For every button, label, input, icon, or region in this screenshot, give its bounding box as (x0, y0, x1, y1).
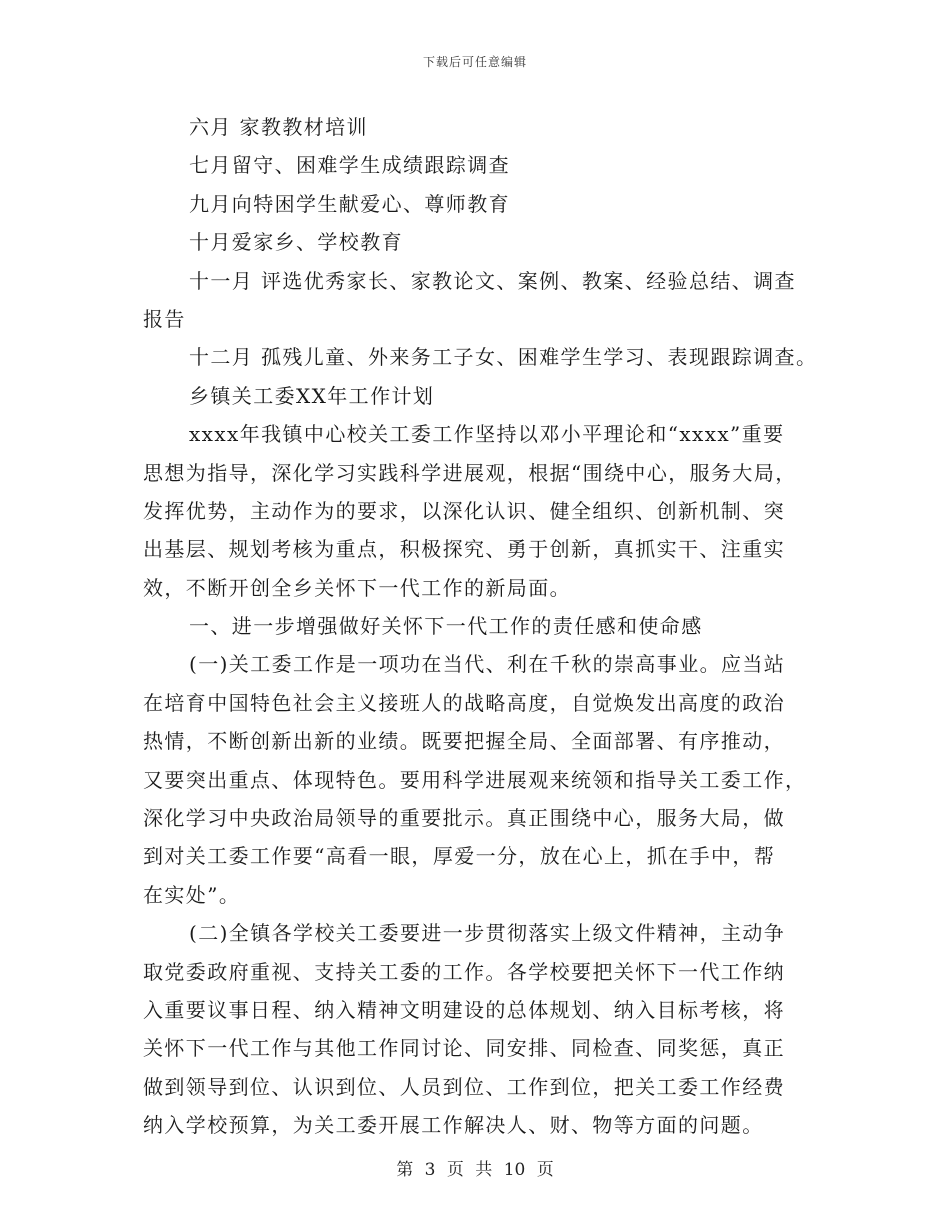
page-footer: 第 3 页 共 10 页 (396, 1160, 554, 1180)
text-line: 效，不断开创全乡关怀下一代工作的新局面。 (143, 575, 571, 600)
text-line: 十月爱家乡、学校教育 (189, 230, 403, 255)
text-line: 到对关工委工作要“高看一眼，厚爱一分，放在心上，抓在手中，帮 (143, 844, 776, 869)
text-line: 纳入学校预算，为关工委开展工作解决人、财、物等方面的问题。 (143, 1113, 764, 1138)
text-line: 深化学习中央政治局领导的重要批示。真正围绕中心，服务大局，做 (143, 806, 785, 831)
text-line: 乡镇关工委XX年工作计划 (189, 383, 435, 408)
text-line: 出基层、规划考核为重点，积极探究、勇于创新，真抓实干、注重实 (143, 537, 785, 562)
text-line: 又要突出重点、体现特色。要用科学进展观来统领和指导关工委工作， (143, 767, 807, 792)
page-header: 下载后可任意编辑 (422, 55, 527, 69)
text-line: 七月留守、困难学生成绩跟踪调查 (189, 153, 510, 178)
text-line: 十一月 评选优秀家长、家教论文、案例、教案、经验总结、调查 (189, 268, 796, 293)
text-line: 取党委政府重视、支持关工委的工作。各学校要把关怀下一代工作纳 (143, 959, 785, 984)
text-line: (一)关工委工作是一项功在当代、利在千秋的崇高事业。应当站 (189, 652, 786, 677)
text-line: 关怀下一代工作与其他工作同讨论、同安排、同检查、同奖惩，真正 (143, 1036, 785, 1061)
text-line: 报告 (143, 306, 186, 331)
text-line: 一、进一步增强做好关怀下一代工作的责任感和使命感 (189, 614, 703, 639)
text-line: 九月向特困学生献爱心、尊师教育 (189, 191, 510, 216)
text-line: 六月 家教教材培训 (189, 115, 368, 139)
text-line: 入重要议事日程、纳入精神文明建设的总体规划、纳入目标考核，将 (143, 997, 785, 1022)
text-line: 在培育中国特色社会主义接班人的战略高度，自觉焕发出高度的政治 (143, 690, 785, 715)
text-line: (二)全镇各学校关工委要进一步贯彻落实上级文件精神，主动争 (189, 921, 786, 946)
text-line: 发挥优势，主动作为的要求，以深化认识、健全组织、创新机制、突 (143, 498, 785, 523)
text-line: 十二月 孤残儿童、外来务工子女、困难学生学习、表现跟踪调查。 (189, 345, 818, 370)
text-line: 在实处”。 (143, 882, 241, 907)
text-line: 做到领导到位、认识到位、人员到位、工作到位，把关工委工作经费 (143, 1074, 785, 1099)
text-line: 思想为指导，深化学习实践科学进展观，根据“围绕中心，服务大局， (143, 460, 797, 485)
document-body (143, 108, 818, 1145)
text-line: xxxx年我镇中心校关工委工作坚持以邓小平理论和“xxxx”重要 (189, 422, 785, 447)
text-line: 热情，不断创新出新的业绩。既要把握全局、全面部署、有序推动， (143, 729, 785, 754)
